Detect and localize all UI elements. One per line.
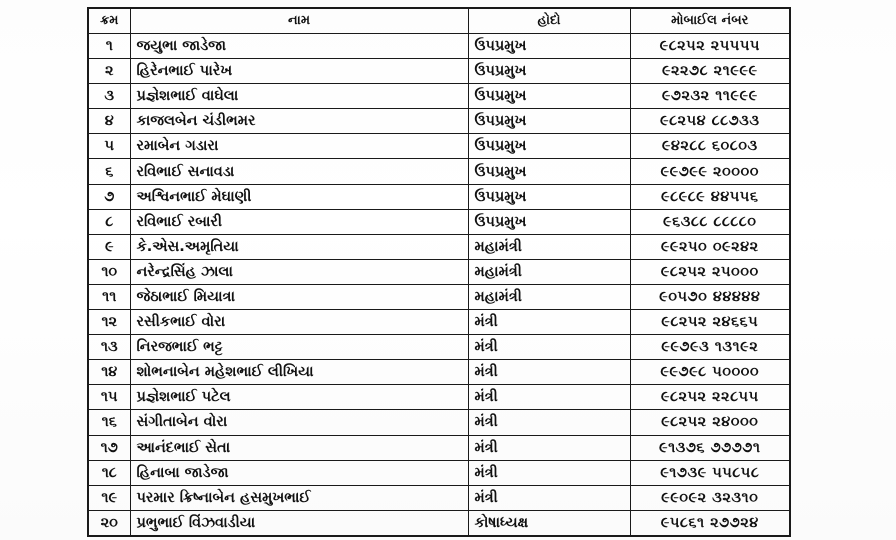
post-cell: મહામંત્રી bbox=[468, 259, 630, 284]
member-name-cell: હિનાબા જાડેજા bbox=[130, 460, 468, 485]
post-cell: મંત્રી bbox=[468, 410, 630, 435]
serial-number-cell: ૯ bbox=[88, 234, 130, 259]
mobile-number-cell: ૯૯૭૯૯ ૨૦૦૦૦ bbox=[630, 159, 790, 184]
member-name-cell: પરમાર ક્રિષ્નાબેન હસમુખભાઈ bbox=[130, 485, 468, 510]
member-name-cell: પ્રજ્ઞેશભાઈ વાઘેલા bbox=[130, 84, 468, 109]
post-cell: ઉપપ્રમુખ bbox=[468, 84, 630, 109]
post-cell: મંત્રી bbox=[468, 335, 630, 360]
serial-number-cell: ૨ bbox=[88, 59, 130, 84]
table-row bbox=[88, 34, 790, 59]
mobile-number-cell: ૯૧૩૭૬ ૭૭૭૭૧ bbox=[630, 435, 790, 460]
table-body bbox=[88, 34, 790, 536]
post-cell: ઉપપ્રમુખ bbox=[468, 209, 630, 234]
post-cell: મંત્રી bbox=[468, 310, 630, 335]
mobile-number-cell: ૯૯૭૯૮ ૫૦૦૦૦ bbox=[630, 360, 790, 385]
table-row bbox=[88, 184, 790, 209]
mobile-number-cell: ૯૯૭૯૩ ૧૩૧૯૨ bbox=[630, 335, 790, 360]
serial-number-cell: ૫ bbox=[88, 134, 130, 159]
serial-number-cell: ૧૭ bbox=[88, 435, 130, 460]
post-cell: મંત્રી bbox=[468, 460, 630, 485]
member-name-cell: રમાબેન ગડારા bbox=[130, 134, 468, 159]
post-cell: ઉપપ્રમુખ bbox=[468, 184, 630, 209]
member-name-cell: જેઠાભાઈ મિયાત્રા bbox=[130, 284, 468, 309]
mobile-number-cell: ૯૫૮૬૧ ૨૭૭૨૪ bbox=[630, 510, 790, 536]
mobile-number-cell: ૯૦૫૭૦ ૪૪૪૪૪ bbox=[630, 284, 790, 309]
serial-number-cell: ૬ bbox=[88, 159, 130, 184]
post-cell: ઉપપ્રમુખ bbox=[468, 159, 630, 184]
header-mobile: મોબાઈલ નંબર bbox=[630, 8, 790, 34]
post-cell: મંત્રી bbox=[468, 360, 630, 385]
member-name-cell: સંગીતાબેન વોરા bbox=[130, 410, 468, 435]
table-header-row bbox=[88, 8, 790, 34]
mobile-number-cell: ૯૮૨૫૨ ૨૪૬૬૫ bbox=[630, 310, 790, 335]
header-name: નામ bbox=[130, 8, 468, 34]
post-cell: ઉપપ્રમુખ bbox=[468, 109, 630, 134]
member-name-cell: પ્રભુભાઈ વિંઝવાડીયા bbox=[130, 510, 468, 536]
post-cell: મંત્રી bbox=[468, 385, 630, 410]
member-name-cell: જયુભા જાડેજા bbox=[130, 34, 468, 59]
post-cell: ઉપપ્રમુખ bbox=[468, 134, 630, 159]
table-row bbox=[88, 310, 790, 335]
mobile-number-cell: ૯૧૭૩૯ ૫૫૮૫૮ bbox=[630, 460, 790, 485]
member-name-cell: હિરેનભાઈ પારેખ bbox=[130, 59, 468, 84]
mobile-number-cell: ૯૨૨૭૮ ૨૧૯૯૯ bbox=[630, 59, 790, 84]
member-name-cell: રવિભાઈ સનાવડા bbox=[130, 159, 468, 184]
serial-number-cell: ૧૫ bbox=[88, 385, 130, 410]
table-row bbox=[88, 435, 790, 460]
serial-number-cell: ૭ bbox=[88, 184, 130, 209]
post-cell: ઉપપ્રમુખ bbox=[468, 34, 630, 59]
table-row bbox=[88, 485, 790, 510]
serial-number-cell: ૨૦ bbox=[88, 510, 130, 536]
serial-number-cell: ૧૮ bbox=[88, 460, 130, 485]
table-row bbox=[88, 259, 790, 284]
serial-number-cell: ૧૬ bbox=[88, 410, 130, 435]
member-name-cell: પ્રજ્ઞેશભાઈ પટેલ bbox=[130, 385, 468, 410]
member-name-cell: નરેન્દ્રસિંહ ઝાલા bbox=[130, 259, 468, 284]
post-cell: મહામંત્રી bbox=[468, 234, 630, 259]
member-name-cell: નિરજભાઈ ભટ્ટ bbox=[130, 335, 468, 360]
serial-number-cell: ૧૪ bbox=[88, 360, 130, 385]
table-row bbox=[88, 234, 790, 259]
mobile-number-cell: ૯૯૦૯૨ ૩૨૩૧૦ bbox=[630, 485, 790, 510]
serial-number-cell: ૮ bbox=[88, 209, 130, 234]
serial-number-cell: ૧૨ bbox=[88, 310, 130, 335]
table-row bbox=[88, 159, 790, 184]
post-cell: મંત્રી bbox=[468, 435, 630, 460]
member-name-cell: રવિભાઈ રબારી bbox=[130, 209, 468, 234]
serial-number-cell: ૧૧ bbox=[88, 284, 130, 309]
table-row bbox=[88, 209, 790, 234]
mobile-number-cell: ૯૬૩૮૮ ૮૮૮૮૦ bbox=[630, 209, 790, 234]
table-row bbox=[88, 510, 790, 536]
serial-number-cell: ૧૩ bbox=[88, 335, 130, 360]
mobile-number-cell: ૯૮૨૫૨ ૨૫૦૦૦ bbox=[630, 259, 790, 284]
member-name-cell: અશ્વિનભાઈ મેઘાણી bbox=[130, 184, 468, 209]
serial-number-cell: ૩ bbox=[88, 84, 130, 109]
table-row bbox=[88, 284, 790, 309]
table-row bbox=[88, 84, 790, 109]
mobile-number-cell: ૯૮૯૮૯ ૪૪૫૫૬ bbox=[630, 184, 790, 209]
office-bearers-table bbox=[87, 7, 791, 537]
mobile-number-cell: ૯૭૨૩૨ ૧૧૯૯૯ bbox=[630, 84, 790, 109]
table-row bbox=[88, 59, 790, 84]
header-serial: ક્રમ bbox=[88, 8, 130, 34]
header-post: હોદો bbox=[468, 8, 630, 34]
post-cell: મહામંત્રી bbox=[468, 284, 630, 309]
member-name-cell: આનંદભાઈ સેતા bbox=[130, 435, 468, 460]
member-name-cell: કાજલબેન ચંડીભમર bbox=[130, 109, 468, 134]
member-name-cell: કે.એસ.અમૃતિયા bbox=[130, 234, 468, 259]
table-row bbox=[88, 360, 790, 385]
table-row bbox=[88, 134, 790, 159]
table-row bbox=[88, 410, 790, 435]
post-cell: મંત્રી bbox=[468, 485, 630, 510]
mobile-number-cell: ૯૮૨૫૨ ૨૪૦૦૦ bbox=[630, 410, 790, 435]
mobile-number-cell: ૯૮૨૫૪ ૮૮૭૩૩ bbox=[630, 109, 790, 134]
post-cell: ઉપપ્રમુખ bbox=[468, 59, 630, 84]
mobile-number-cell: ૯૪૨૮૮ ૬૦૮૦૩ bbox=[630, 134, 790, 159]
member-name-cell: રસીકભાઈ વોરા bbox=[130, 310, 468, 335]
table-row bbox=[88, 109, 790, 134]
mobile-number-cell: ૯૮૨૫૨ ૨૫૫૫૫ bbox=[630, 34, 790, 59]
post-cell: કોષાધ્યક્ષ bbox=[468, 510, 630, 536]
table-row bbox=[88, 460, 790, 485]
serial-number-cell: ૧ bbox=[88, 34, 130, 59]
serial-number-cell: ૧૯ bbox=[88, 485, 130, 510]
serial-number-cell: ૧૦ bbox=[88, 259, 130, 284]
mobile-number-cell: ૯૮૨૫૨ ૨૨૮૫૫ bbox=[630, 385, 790, 410]
member-name-cell: શોભનાબેન મહેશભાઈ લીખિયા bbox=[130, 360, 468, 385]
mobile-number-cell: ૯૯૨૫૦ ૦૯૨૪૨ bbox=[630, 234, 790, 259]
table-row bbox=[88, 335, 790, 360]
serial-number-cell: ૪ bbox=[88, 109, 130, 134]
table-row bbox=[88, 385, 790, 410]
